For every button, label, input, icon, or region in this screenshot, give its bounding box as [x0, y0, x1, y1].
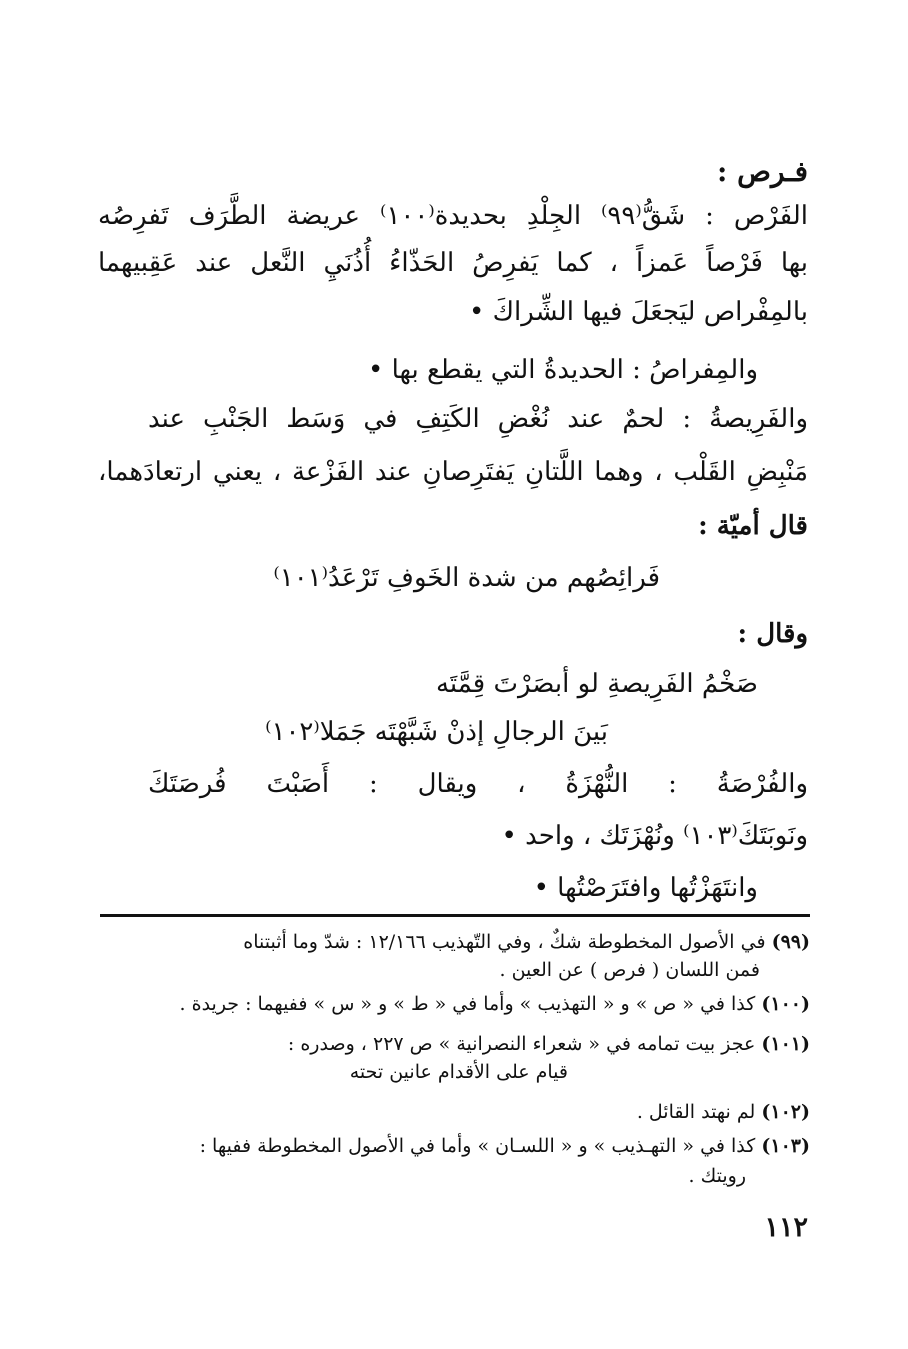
wa-qal: وقال :	[737, 619, 808, 649]
footnote-number: (١٠١)	[761, 1033, 810, 1055]
page-number: ١١٢	[764, 1212, 808, 1243]
footnote-text: عجز بيت تمامه في « شعراء النصرانية » ص ٢٢٧ ، وصدره :	[287, 1033, 756, 1055]
verse-1: فَرائِصُهم من شدة الخَوفِ تَرْعَدُ⁽١٠١⁾	[273, 563, 660, 593]
entry-heading: فـرص :	[717, 155, 808, 188]
footnote-text: في الأصول المخطوطة شكٌ ، وفي التّهذيب ١٢/١٦٦ : شدّ وما أثبتناه	[243, 931, 766, 953]
body-line-2: بها فَرْصاً عَمزاً ، كما يَفرِصُ الحَذّاءُ أُذُنَيِ النَّعل عند عَقِبيهما	[98, 248, 808, 278]
footnote-101	[98, 1030, 810, 1058]
body-line-6: مَنْبِضِ القَلْب ، وهما اللَّتانِ يَفتَرِصانِ عند الفَزْعة ، يعني ارتعادَهما،	[98, 457, 808, 487]
footnote-text: كذا في « ص » و « التهذيب » وأما في « ط » و « س » ففيهما : جريدة .	[179, 993, 756, 1015]
footnote-divider	[100, 914, 810, 917]
footnote-103	[98, 1132, 810, 1160]
body-line-5: والفَرِيصةُ : لحمٌ عند نُغْضِ الكَتِفِ في وَسَط الجَنْبِ عند	[148, 404, 808, 434]
footnote-103-cont: رويتك .	[688, 1165, 746, 1187]
body-line-1: الفَرْص : شَقّ‏ُ⁽٩٩⁾ الجِلْدِ بحديدة⁽١٠٠⁾ عريضة الطَّرَف تَفرِصُه	[98, 201, 808, 231]
body-line-9: ونَوبَتَكَ⁽١٠٣⁾ ونُهْزَتَك ، واحد •	[501, 821, 808, 851]
footnote-99	[98, 928, 810, 956]
verse-2-second: بَينَ الرجالِ إذنْ شَبَّهْتَه جَمَلا⁽١٠٢⁾	[265, 717, 608, 747]
body-line-4: والمِفراصُ : الحديدةُ التي يقطع بها •	[367, 355, 758, 385]
footnote-100	[98, 990, 810, 1018]
footnote-text: كذا في « التهـذيب » و « اللسـان » وأما في الأصول المخطوطة ففيها :	[199, 1135, 756, 1157]
footnote-number: (١٠٠)	[761, 993, 810, 1015]
footnote-number: (١٠٢)	[761, 1101, 810, 1123]
footnote-text: لم نهتد القائل .	[636, 1101, 756, 1123]
body-line-8: والفُرْصَةُ : النُّهْزَةُ ، ويقال : أَصَبْتَ فُرصَتَكَ	[148, 769, 808, 799]
footnote-102	[98, 1098, 810, 1126]
footnote-99-cont: فمن اللسان ( فرص ) عن العين .	[499, 959, 760, 981]
footnote-101-verse: قيام على الأقدام عانين تحته	[349, 1061, 568, 1083]
body-line-3: بالمِفْراص ليَجعَلَ فيها الشِّراكَ •	[469, 297, 808, 327]
footnote-number: (١٠٣)	[761, 1135, 810, 1157]
body-line-10: وانتَهَزْتُها وافتَرَصْتُها •	[533, 873, 758, 903]
body-line-7: قال أميّة :	[698, 511, 808, 541]
verse-2-first: صَخْمُ الفَرِيصةِ لو أبصَرْتَ قِمَّتَه	[435, 669, 758, 699]
footnote-number: (٩٩)	[771, 931, 810, 953]
